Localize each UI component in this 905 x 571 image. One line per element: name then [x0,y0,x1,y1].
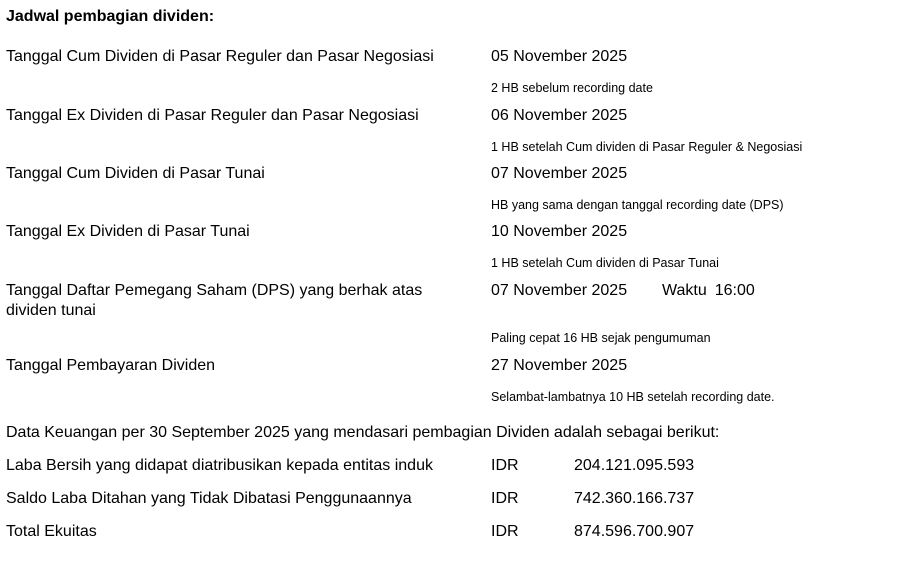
section-title: Jadwal pembagian dividen: [6,8,215,25]
schedule-date-ex-reguler: 06 November 2025 [491,107,628,124]
schedule-time-dps [662,281,755,301]
financial-currency-saldo-laba: IDR [491,490,519,507]
schedule-label-dps: Tanggal Daftar Pemegang Saham (DPS) yang berhak atas dividen tunai [6,282,423,319]
financial-amount-laba-bersih: 204.121.095.593 [574,457,695,474]
schedule-note-cum-tunai: HB yang sama dengan tanggal recording date (DPS) [491,198,784,212]
schedule-date-cum-reguler: 05 November 2025 [491,48,628,65]
financial-intro: Data Keuangan per 30 September 2025 yang mendasari pembagian Dividen adalah sebagai berikut: [6,424,720,441]
schedule-label-ex-reguler: Tanggal Ex Dividen di Pasar Reguler dan Pasar Negosiasi [6,107,419,124]
schedule-date-cum-tunai: 07 November 2025 [491,165,628,182]
schedule-date-dps: 07 November 2025 [491,282,628,299]
schedule-note-ex-tunai: 1 HB setelah Cum dividen di Pasar Tunai [491,256,719,270]
schedule-note-dps: Paling cepat 16 HB sejak pengumuman [491,331,711,345]
time-label: Waktu [662,282,707,299]
schedule-label-cum-reguler: Tanggal Cum Dividen di Pasar Reguler dan Pasar Negosiasi [6,48,434,65]
schedule-date-pembayaran: 27 November 2025 [491,357,628,374]
schedule-note-pembayaran: Selambat-lambatnya 10 HB setelah recording date. [491,390,775,404]
financial-label-saldo-laba: Saldo Laba Ditahan yang Tidak Dibatasi Penggunaannya [6,490,412,507]
time-value: 16:00 [714,282,755,299]
financial-amount-total-ekuitas: 874.596.700.907 [574,523,695,540]
schedule-label-cum-tunai: Tanggal Cum Dividen di Pasar Tunai [6,165,265,182]
financial-currency-total-ekuitas: IDR [491,523,519,540]
financial-label-laba-bersih: Laba Bersih yang didapat diatribusikan kepada entitas induk [6,457,433,474]
financial-currency-laba-bersih: IDR [491,457,519,474]
schedule-date-ex-tunai: 10 November 2025 [491,223,628,240]
schedule-note-ex-reguler: 1 HB setelah Cum dividen di Pasar Reguler & Negosiasi [491,140,803,154]
schedule-label-ex-tunai: Tanggal Ex Dividen di Pasar Tunai [6,223,250,240]
financial-label-total-ekuitas: Total Ekuitas [6,523,97,540]
financial-amount-saldo-laba: 742.360.166.737 [574,490,695,507]
schedule-note-cum-reguler: 2 HB sebelum recording date [491,81,653,95]
schedule-label-pembayaran: Tanggal Pembayaran Dividen [6,357,216,374]
